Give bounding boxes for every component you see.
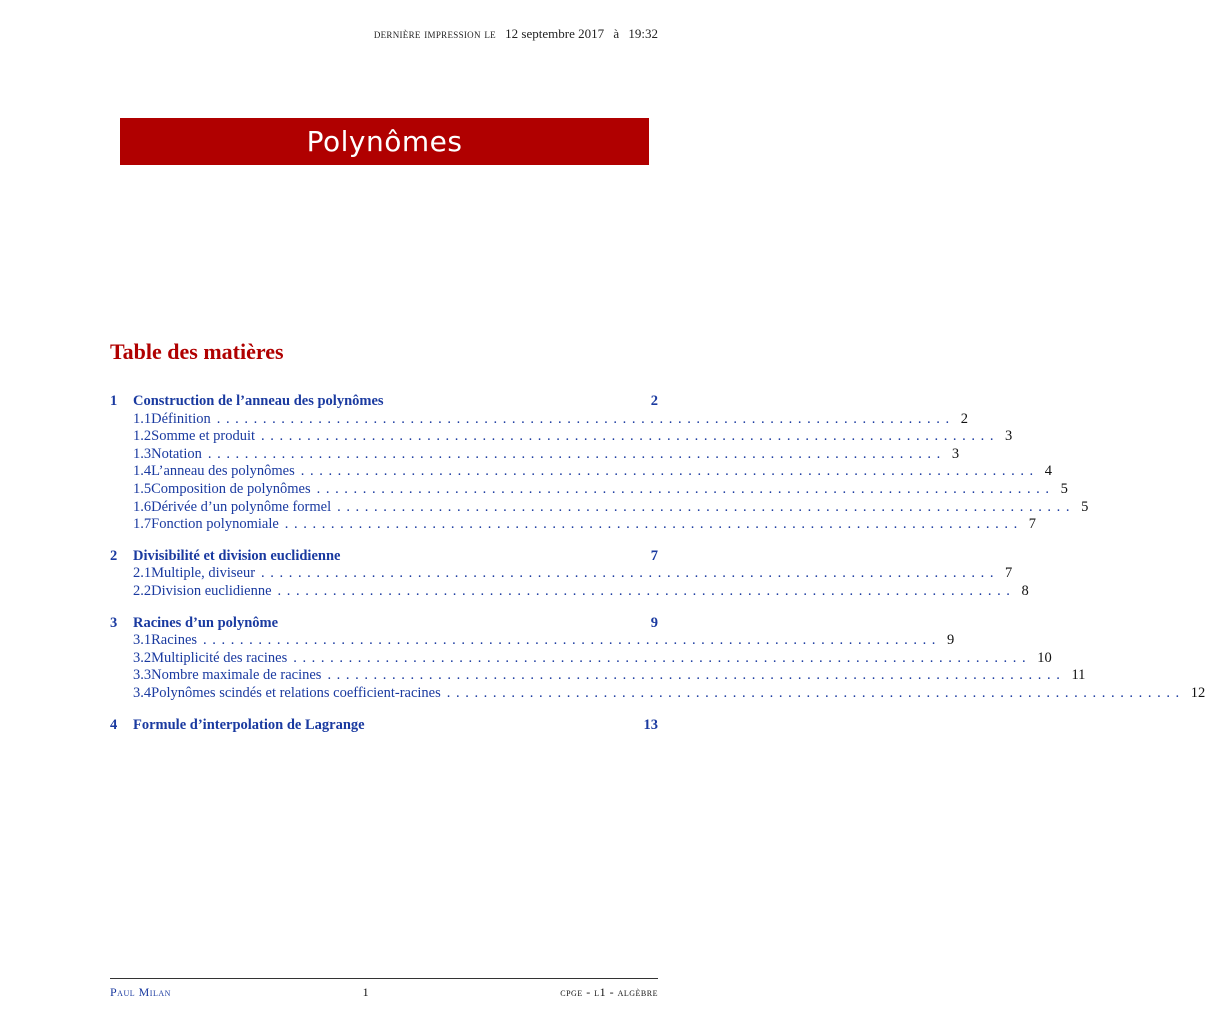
toc-section-block — [110, 547, 1029, 601]
toc-section-title: Construction de l’anneau des polynômes — [133, 393, 384, 409]
toc-subsection-link[interactable] — [110, 445, 960, 464]
toc-section-page: 7 — [650, 547, 658, 564]
toc-subsection-page: 4 — [1044, 463, 1053, 480]
toc-subsection-link[interactable] — [110, 632, 955, 650]
toc-subsection-number: 1.7 — [133, 516, 152, 533]
toc-section-title: Racines d’un polynôme — [133, 614, 279, 631]
toc-subsection-title: Somme et produit — [151, 428, 256, 445]
toc-subsection-link[interactable] — [110, 684, 1205, 703]
footer-author: Paul Milan — [110, 985, 171, 999]
toc-section-page: 2 — [650, 393, 658, 409]
toc-section-title: Divisibilité et division euclidienne — [133, 547, 341, 564]
toc-leader-dots: ................................................................................ — [284, 516, 1023, 533]
print-time: 19:32 — [628, 26, 658, 41]
toc-leader-dots: ................................................................................ — [207, 445, 946, 462]
toc-subsection-number: 1.3 — [133, 445, 152, 462]
toc-subsection-link[interactable] — [110, 582, 1029, 601]
title-banner — [120, 118, 649, 165]
toc-subsection-title: Racines — [151, 632, 198, 649]
print-separator: à — [613, 26, 620, 41]
toc-subsection-page: 7 — [1005, 565, 1013, 582]
toc-subsection-link[interactable] — [110, 565, 1013, 583]
toc-section-link[interactable] — [110, 393, 658, 411]
toc-subsection-title: Définition — [151, 410, 211, 427]
toc-section-number: 1 — [110, 393, 118, 409]
toc-section-link[interactable] — [110, 548, 658, 566]
toc-subsection-link[interactable] — [110, 480, 1068, 499]
toc-section-number: 4 — [110, 716, 118, 733]
toc-subsection-link[interactable] — [110, 667, 1086, 685]
print-date-header — [374, 26, 658, 42]
toc-subsection-page: 8 — [1021, 582, 1029, 599]
toc-leader-dots: ................................................................................ — [446, 684, 1185, 701]
toc-subsection-number: 1.2 — [133, 428, 152, 445]
toc-subsection-page: 5 — [1081, 498, 1089, 515]
toc-subsection-title: Notation — [151, 445, 202, 462]
toc-subsection-title: Polynômes scindés et relations coefficient-racines — [151, 684, 441, 701]
toc-subsection-number: 3.2 — [133, 649, 152, 666]
toc-section-page: 9 — [650, 614, 658, 631]
toc-subsection-page: 2 — [960, 410, 968, 427]
toc-subsection-title: Fonction polynomiale — [151, 516, 279, 533]
toc-section-link[interactable] — [110, 615, 658, 633]
toc-leader-dots: ................................................................................ — [316, 480, 1055, 497]
toc-leader-dots: ................................................................................ — [337, 498, 1076, 515]
toc-subsection-number: 1.5 — [133, 480, 152, 497]
toc-subsection-title: Multiple, diviseur — [151, 565, 256, 582]
toc-subsection-page: 9 — [947, 632, 955, 649]
toc-heading: Table des matières — [110, 339, 284, 364]
toc-subsection-page: 3 — [951, 445, 960, 462]
toc-subsection-number: 1.4 — [133, 463, 152, 480]
page-footer — [110, 985, 658, 1000]
toc-leader-dots: ................................................................................ — [261, 565, 1000, 582]
toc-subsection-page: 7 — [1028, 516, 1037, 533]
toc-leader-dots: ................................................................................ — [261, 428, 1000, 445]
footer-page-number: 1 — [362, 985, 369, 999]
toc-section-block — [110, 393, 1089, 534]
footer-rule — [110, 978, 658, 979]
toc-subsection-number: 2.2 — [133, 582, 152, 599]
toc-leader-dots: ................................................................................ — [327, 667, 1066, 684]
print-label: dernière impression le — [373, 26, 496, 41]
toc-section-number: 3 — [110, 614, 118, 631]
toc-subsection-number: 1.6 — [133, 498, 152, 515]
toc-section-number: 2 — [110, 547, 118, 564]
toc-leader-dots: ................................................................................ — [203, 632, 942, 649]
footer-course: cpge - l1 - algèbre — [560, 985, 658, 999]
toc-subsection-page: 11 — [1071, 667, 1086, 684]
toc-leader-dots: ................................................................................ — [277, 582, 1016, 599]
toc-subsection-page: 5 — [1060, 480, 1068, 497]
toc-subsection-link[interactable] — [110, 498, 1089, 517]
toc-subsection-title: Dérivée d’un polynôme formel — [151, 498, 332, 515]
toc-section-link[interactable] — [110, 717, 658, 735]
toc-subsection-page: 3 — [1005, 428, 1013, 445]
toc-leader-dots: ................................................................................ — [300, 463, 1039, 480]
toc-subsection-link[interactable] — [110, 410, 968, 429]
toc-subsection-number: 1.1 — [133, 410, 152, 427]
toc-subsection-number: 3.3 — [133, 667, 152, 684]
toc-subsection-link[interactable] — [110, 428, 1013, 446]
table-of-contents — [110, 393, 1205, 748]
document-title: Polynômes — [306, 125, 463, 158]
toc-subsection-title: Composition de polynômes — [151, 480, 311, 497]
toc-section-title: Formule d’interpolation de Lagrange — [133, 716, 365, 733]
toc-subsection-page: 10 — [1037, 649, 1052, 666]
toc-subsection-number: 3.1 — [133, 632, 152, 649]
toc-subsection-title: Multiplicité des racines — [151, 649, 288, 666]
toc-leader-dots: ................................................................................ — [216, 410, 955, 427]
toc-section-page: 13 — [643, 716, 658, 733]
toc-section-block — [110, 614, 1205, 703]
toc-subsection-title: L’anneau des polynômes — [151, 463, 295, 480]
toc-subsection-link[interactable] — [110, 516, 1037, 534]
toc-subsection-page: 12 — [1190, 684, 1205, 701]
toc-subsection-link[interactable] — [110, 649, 1052, 668]
toc-subsection-number: 3.4 — [133, 684, 152, 701]
toc-subsection-link[interactable] — [110, 463, 1053, 481]
toc-subsection-title: Nombre maximale de racines — [151, 667, 322, 684]
toc-section-block — [110, 717, 658, 735]
print-date: 12 septembre 2017 — [505, 26, 605, 41]
toc-subsection-number: 2.1 — [133, 565, 152, 582]
toc-subsection-title: Division euclidienne — [151, 582, 272, 599]
toc-leader-dots: ................................................................................ — [293, 649, 1032, 666]
